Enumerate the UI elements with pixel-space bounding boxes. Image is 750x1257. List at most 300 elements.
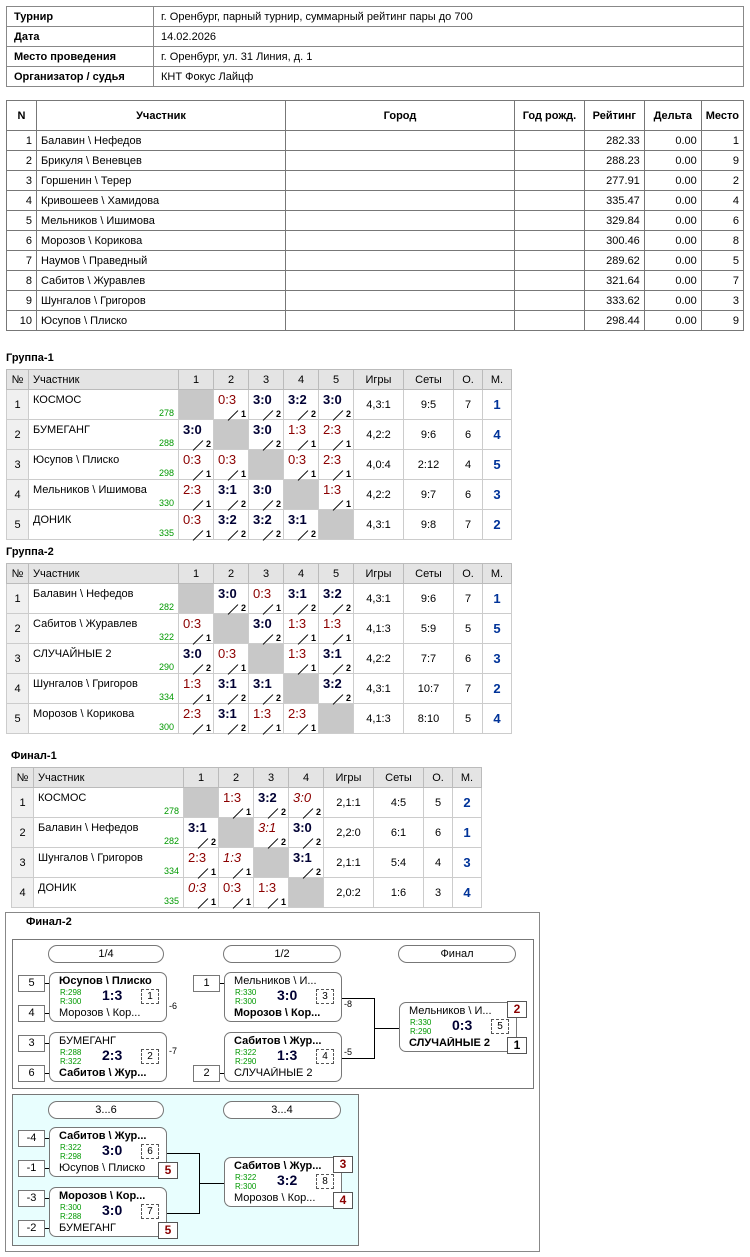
participant-year bbox=[515, 131, 585, 151]
seed: -2 bbox=[18, 1220, 45, 1237]
group-row-sets: 7:7 bbox=[404, 644, 454, 674]
group-header-col: 3 bbox=[249, 370, 284, 390]
team-rating: 278 bbox=[163, 806, 179, 816]
score-slash bbox=[268, 898, 279, 909]
group-row-number: 3 bbox=[12, 848, 34, 878]
group-row bbox=[7, 480, 512, 510]
diagonal-cell bbox=[254, 848, 289, 878]
group-row-name bbox=[29, 420, 179, 450]
score-cell bbox=[214, 644, 249, 674]
participant-rating: 289.62 bbox=[584, 251, 644, 271]
match-player-1: Сабитов \ Жур... bbox=[59, 1130, 147, 1142]
participant-name: Брикуля \ Веневцев bbox=[36, 151, 285, 171]
match-score: 3:0 bbox=[277, 987, 298, 1003]
score-wrap bbox=[319, 614, 353, 643]
group-header-col: 2 bbox=[214, 564, 249, 584]
score-slash bbox=[298, 724, 309, 735]
score-points: 2 bbox=[280, 837, 286, 847]
score-wrap bbox=[214, 510, 248, 539]
score-wrap bbox=[214, 704, 248, 733]
match-rating-2: R:300 bbox=[235, 1182, 257, 1191]
participant-place: 9 bbox=[701, 151, 743, 171]
match-box bbox=[49, 1187, 167, 1237]
group-row-place: 4 bbox=[483, 420, 512, 450]
score-text: 3:1 bbox=[288, 512, 307, 527]
match-number: 6 bbox=[141, 1144, 159, 1159]
score-wrap bbox=[179, 450, 213, 479]
score-text: 3:0 bbox=[183, 646, 202, 661]
score-cell bbox=[289, 848, 324, 878]
score-points: 1 bbox=[245, 897, 251, 907]
participant-delta: 0.00 bbox=[644, 131, 701, 151]
score-text: 0:3 bbox=[188, 880, 207, 895]
score-slash bbox=[298, 530, 309, 541]
score-text: 1:3 bbox=[258, 880, 277, 895]
info-row bbox=[7, 27, 744, 47]
group-header-col: 1 bbox=[184, 768, 219, 788]
score-points: 1 bbox=[240, 663, 246, 673]
match-rating-1: R:330 bbox=[235, 988, 257, 997]
participant-rating: 288.23 bbox=[584, 151, 644, 171]
score-wrap bbox=[254, 878, 288, 907]
participant-place: 9 bbox=[701, 311, 743, 331]
group-row-name bbox=[29, 480, 179, 510]
score-slash bbox=[233, 898, 244, 909]
team-name: Шунгалов \ Григоров bbox=[38, 852, 143, 864]
score-cell bbox=[214, 674, 249, 704]
participant-place: 3 bbox=[701, 291, 743, 311]
group-row-name bbox=[34, 848, 184, 878]
place-badge: 3 bbox=[333, 1156, 353, 1173]
stage-semifinal-label: 1/2 bbox=[223, 945, 341, 963]
seed: -3 bbox=[18, 1190, 45, 1207]
score-text: 1:3 bbox=[323, 616, 342, 631]
score-points: 1 bbox=[210, 867, 216, 877]
participant-delta: 0.00 bbox=[644, 311, 701, 331]
team-name: Сабитов \ Журавлев bbox=[33, 618, 138, 630]
participant-delta: 0.00 bbox=[644, 271, 701, 291]
participants-table bbox=[6, 100, 744, 331]
participant-rating: 282.33 bbox=[584, 131, 644, 151]
score-points: 2 bbox=[240, 693, 246, 703]
score-text: 3:1 bbox=[293, 850, 312, 865]
participant-year bbox=[515, 231, 585, 251]
score-cell bbox=[179, 614, 214, 644]
participants-header: Участник bbox=[36, 101, 285, 131]
place-badge: 5 bbox=[158, 1162, 178, 1179]
participants-header: Город bbox=[286, 101, 515, 131]
score-wrap bbox=[289, 788, 323, 817]
score-points: 1 bbox=[345, 439, 351, 449]
group-row bbox=[12, 878, 482, 908]
group-row-points: 7 bbox=[454, 584, 483, 614]
match-rating-2: R:290 bbox=[410, 1027, 432, 1036]
seed: 1 bbox=[193, 975, 220, 992]
group-header-sets: Сеты bbox=[374, 768, 424, 788]
score-wrap bbox=[319, 390, 353, 419]
match-rating-2: R:300 bbox=[235, 997, 257, 1006]
score-wrap bbox=[319, 674, 353, 703]
score-text: 3:0 bbox=[293, 820, 312, 835]
score-points: 1 bbox=[310, 633, 316, 643]
group-row-number: 3 bbox=[7, 450, 29, 480]
score-text: 1:3 bbox=[288, 422, 307, 437]
score-text: 0:3 bbox=[218, 392, 237, 407]
score-cell bbox=[284, 644, 319, 674]
score-points: 2 bbox=[345, 663, 351, 673]
score-points: 1 bbox=[275, 603, 281, 613]
score-wrap bbox=[179, 510, 213, 539]
info-row bbox=[7, 7, 744, 27]
participant-rating: 298.44 bbox=[584, 311, 644, 331]
diagonal-cell bbox=[214, 614, 249, 644]
info-value: г. Оренбург, ул. 31 Линия, д. 1 bbox=[154, 47, 744, 67]
participants-header: N bbox=[7, 101, 37, 131]
participants-header: Год рожд. bbox=[515, 101, 585, 131]
score-text: 2:3 bbox=[323, 422, 342, 437]
participant-row bbox=[7, 231, 744, 251]
score-cell bbox=[214, 480, 249, 510]
group-row-name bbox=[29, 390, 179, 420]
score-text: 3:2 bbox=[323, 586, 342, 601]
group-title: Финал-1 bbox=[11, 750, 57, 762]
info-label: Организатор / судья bbox=[7, 67, 154, 87]
group-row-name bbox=[29, 644, 179, 674]
participant-name: Наумов \ Праведный bbox=[36, 251, 285, 271]
group-header-col: 5 bbox=[319, 370, 354, 390]
participant-delta: 0.00 bbox=[644, 291, 701, 311]
score-wrap bbox=[289, 818, 323, 847]
participant-rating: 277.91 bbox=[584, 171, 644, 191]
score-cell bbox=[219, 788, 254, 818]
score-wrap bbox=[249, 510, 283, 539]
score-cell bbox=[289, 818, 324, 848]
score-cell bbox=[214, 390, 249, 420]
score-cell bbox=[284, 584, 319, 614]
match-score: 2:3 bbox=[102, 1047, 123, 1063]
team-name: ДОНИК bbox=[33, 514, 72, 526]
participant-delta: 0.00 bbox=[644, 191, 701, 211]
diagonal-cell bbox=[284, 480, 319, 510]
participant-year bbox=[515, 251, 585, 271]
match-box bbox=[49, 1032, 167, 1082]
group-row-number: 4 bbox=[7, 674, 29, 704]
match-score: 3:2 bbox=[277, 1172, 298, 1188]
team-rating: 334 bbox=[158, 692, 174, 702]
match-box bbox=[49, 1127, 167, 1177]
score-slash bbox=[198, 898, 209, 909]
score-text: 3:2 bbox=[258, 790, 277, 805]
score-cell bbox=[219, 878, 254, 908]
score-points: 1 bbox=[205, 529, 211, 539]
diagonal-cell bbox=[184, 788, 219, 818]
score-text: 1:3 bbox=[288, 646, 307, 661]
participant-n: 5 bbox=[7, 211, 37, 231]
team-rating: 282 bbox=[163, 836, 179, 846]
score-wrap bbox=[249, 390, 283, 419]
score-text: 1:3 bbox=[288, 616, 307, 631]
score-points: 2 bbox=[275, 693, 281, 703]
score-text: 3:0 bbox=[253, 616, 272, 631]
group-row-games: 4,0:4 bbox=[354, 450, 404, 480]
participant-delta: 0.00 bbox=[644, 151, 701, 171]
participant-n: 7 bbox=[7, 251, 37, 271]
group-header-place: М. bbox=[453, 768, 482, 788]
score-cell bbox=[284, 614, 319, 644]
score-wrap bbox=[214, 584, 248, 613]
team-rating: 335 bbox=[158, 528, 174, 538]
match-rating-1: R:322 bbox=[235, 1048, 257, 1057]
score-cell bbox=[184, 848, 219, 878]
group-row-sets: 6:1 bbox=[374, 818, 424, 848]
group-row bbox=[7, 644, 512, 674]
seed: 2 bbox=[193, 1065, 220, 1082]
score-points: 1 bbox=[345, 499, 351, 509]
participant-row bbox=[7, 211, 744, 231]
group-row bbox=[7, 510, 512, 540]
score-text: 3:1 bbox=[218, 706, 237, 721]
match-box bbox=[49, 972, 167, 1022]
group-row-sets: 8:10 bbox=[404, 704, 454, 734]
score-wrap bbox=[214, 674, 248, 703]
score-wrap bbox=[284, 644, 318, 673]
participant-row bbox=[7, 151, 744, 171]
score-points: 2 bbox=[275, 499, 281, 509]
group-row-number: 4 bbox=[12, 878, 34, 908]
participant-delta: 0.00 bbox=[644, 171, 701, 191]
match-box bbox=[224, 1032, 342, 1082]
score-wrap bbox=[179, 480, 213, 509]
participants-header: Дельта bbox=[644, 101, 701, 131]
group-row bbox=[12, 848, 482, 878]
match-rating-1: R:322 bbox=[235, 1173, 257, 1182]
match-player-2: Юсупов \ Плиско bbox=[59, 1162, 146, 1174]
score-points: 2 bbox=[310, 409, 316, 419]
group-row bbox=[7, 584, 512, 614]
score-cell bbox=[284, 420, 319, 450]
score-points: 2 bbox=[280, 807, 286, 817]
participant-city bbox=[286, 171, 515, 191]
score-cell bbox=[319, 674, 354, 704]
score-text: 3:0 bbox=[218, 586, 237, 601]
score-wrap bbox=[219, 878, 253, 907]
team-rating: 282 bbox=[158, 602, 174, 612]
group-row-number: 1 bbox=[7, 390, 29, 420]
match-player-1: Мельников \ И... bbox=[409, 1005, 492, 1017]
participant-n: 8 bbox=[7, 271, 37, 291]
match-rating-1: R:298 bbox=[60, 988, 82, 997]
score-text: 0:3 bbox=[183, 512, 202, 527]
group-header-col: 2 bbox=[214, 370, 249, 390]
score-cell bbox=[284, 510, 319, 540]
score-points: 1 bbox=[205, 499, 211, 509]
team-rating: 278 bbox=[158, 408, 174, 418]
team-name: КОСМОС bbox=[33, 394, 82, 406]
participant-row bbox=[7, 291, 744, 311]
score-points: 1 bbox=[310, 469, 316, 479]
group-row-games: 4,3:1 bbox=[354, 674, 404, 704]
participant-name: Горшенин \ Терер bbox=[36, 171, 285, 191]
group-row bbox=[7, 420, 512, 450]
participant-name: Юсупов \ Плиско bbox=[36, 311, 285, 331]
participant-year bbox=[515, 151, 585, 171]
score-cell bbox=[179, 420, 214, 450]
group-row-name bbox=[29, 584, 179, 614]
group-row-points: 7 bbox=[454, 674, 483, 704]
diagonal-cell bbox=[249, 450, 284, 480]
score-wrap bbox=[319, 450, 353, 479]
group-row-name bbox=[34, 878, 184, 908]
group-row bbox=[7, 704, 512, 734]
group-row-name bbox=[29, 674, 179, 704]
match-player-2: СЛУЧАЙНЫЕ 2 bbox=[234, 1067, 313, 1079]
group-header-col: 4 bbox=[289, 768, 324, 788]
participant-row bbox=[7, 271, 744, 291]
participant-place: 5 bbox=[701, 251, 743, 271]
score-slash bbox=[228, 530, 239, 541]
score-points: 2 bbox=[310, 529, 316, 539]
participant-rating: 335.47 bbox=[584, 191, 644, 211]
score-wrap bbox=[219, 848, 253, 877]
seed: 3 bbox=[18, 1035, 45, 1052]
participant-year bbox=[515, 271, 585, 291]
score-cell bbox=[214, 510, 249, 540]
score-points: 1 bbox=[275, 723, 281, 733]
group-row-number: 3 bbox=[7, 644, 29, 674]
score-text: 3:1 bbox=[288, 586, 307, 601]
score-text: 2:3 bbox=[323, 452, 342, 467]
info-value: КНТ Фокус Лайцф bbox=[154, 67, 744, 87]
team-name: БУМЕГАНГ bbox=[33, 424, 90, 436]
group-row-sets: 5:9 bbox=[404, 614, 454, 644]
participant-rating: 321.64 bbox=[584, 271, 644, 291]
participant-name: Морозов \ Корикова bbox=[36, 231, 285, 251]
score-wrap bbox=[284, 450, 318, 479]
participant-place: 1 bbox=[701, 131, 743, 151]
group-row-games: 4,2:2 bbox=[354, 420, 404, 450]
match-score: 3:0 bbox=[102, 1142, 123, 1158]
group-title: Группа-1 bbox=[6, 352, 54, 364]
group-row-games: 4,3:1 bbox=[354, 584, 404, 614]
group-row-points: 7 bbox=[454, 510, 483, 540]
score-wrap bbox=[179, 674, 213, 703]
group-header-col: 4 bbox=[284, 564, 319, 584]
group-row-sets: 9:5 bbox=[404, 390, 454, 420]
group-row-name bbox=[34, 818, 184, 848]
score-text: 3:0 bbox=[323, 392, 342, 407]
info-label: Турнир bbox=[7, 7, 154, 27]
group-header-name: Участник bbox=[29, 370, 179, 390]
group-row-name bbox=[29, 510, 179, 540]
group-header-sets: Сеты bbox=[404, 370, 454, 390]
group-row bbox=[7, 450, 512, 480]
team-rating: 335 bbox=[163, 896, 179, 906]
stage-3-4-label: 3...4 bbox=[223, 1101, 341, 1119]
score-wrap bbox=[184, 818, 218, 847]
match-number: 7 bbox=[141, 1204, 159, 1219]
group-row-place: 2 bbox=[483, 510, 512, 540]
score-points: 1 bbox=[240, 409, 246, 419]
score-points: 2 bbox=[205, 663, 211, 673]
participant-place: 8 bbox=[701, 231, 743, 251]
score-text: 3:1 bbox=[218, 676, 237, 691]
match-rating-1: R:322 bbox=[60, 1143, 82, 1152]
info-label: Дата bbox=[7, 27, 154, 47]
group-row-points: 3 bbox=[424, 878, 453, 908]
score-wrap bbox=[219, 788, 253, 817]
group-row-games: 4,1:3 bbox=[354, 614, 404, 644]
score-wrap bbox=[179, 704, 213, 733]
score-wrap bbox=[284, 584, 318, 613]
score-text: 3:2 bbox=[218, 512, 237, 527]
score-cell bbox=[254, 878, 289, 908]
score-points: 1 bbox=[310, 723, 316, 733]
team-name: Мельников \ Ишимова bbox=[33, 484, 147, 496]
group-row-points: 5 bbox=[454, 614, 483, 644]
match-number: 1 bbox=[141, 989, 159, 1004]
participant-name: Кривошеев \ Хамидова bbox=[36, 191, 285, 211]
group-header-points: О. bbox=[454, 370, 483, 390]
participant-delta: 0.00 bbox=[644, 251, 701, 271]
score-wrap bbox=[249, 614, 283, 643]
participants-header: Место bbox=[701, 101, 743, 131]
score-text: 0:3 bbox=[223, 880, 242, 895]
score-wrap bbox=[214, 450, 248, 479]
stage-3-6-label: 3...6 bbox=[48, 1101, 164, 1119]
group-header-col: 2 bbox=[219, 768, 254, 788]
group-table bbox=[6, 369, 512, 540]
match-player-2: Морозов \ Кор... bbox=[234, 1007, 321, 1019]
score-points: 2 bbox=[240, 603, 246, 613]
match-player-1: Сабитов \ Жур... bbox=[234, 1160, 322, 1172]
score-text: 0:3 bbox=[218, 452, 237, 467]
group-header-games: Игры bbox=[354, 370, 404, 390]
score-wrap bbox=[184, 848, 218, 877]
score-text: 3:2 bbox=[323, 676, 342, 691]
score-points: 2 bbox=[275, 529, 281, 539]
score-cell bbox=[319, 584, 354, 614]
diagonal-cell bbox=[179, 390, 214, 420]
group-row-place: 2 bbox=[483, 674, 512, 704]
match-player-2: Морозов \ Кор... bbox=[234, 1192, 316, 1204]
participant-year bbox=[515, 191, 585, 211]
score-text: 1:3 bbox=[183, 676, 202, 691]
match-player-2: БУМЕГАНГ bbox=[59, 1222, 116, 1234]
score-cell bbox=[249, 584, 284, 614]
match-rating-2: R:298 bbox=[60, 1152, 82, 1161]
score-text: 0:3 bbox=[183, 616, 202, 631]
match-player-2: Морозов \ Кор... bbox=[59, 1007, 141, 1019]
team-name: КОСМОС bbox=[38, 792, 87, 804]
group-header-name: Участник bbox=[29, 564, 179, 584]
match-rating-2: R:288 bbox=[60, 1212, 82, 1221]
group-table bbox=[11, 767, 482, 908]
team-name: Юсупов \ Плиско bbox=[33, 454, 120, 466]
participant-year bbox=[515, 291, 585, 311]
final-2-title: Финал-2 bbox=[26, 916, 72, 928]
match-rating-1: R:288 bbox=[60, 1048, 82, 1057]
score-points: 1 bbox=[310, 663, 316, 673]
score-points: 2 bbox=[315, 837, 321, 847]
score-cell bbox=[214, 704, 249, 734]
info-value: г. Оренбург, парный турнир, суммарный рейтинг пары до 700 bbox=[154, 7, 744, 27]
score-wrap bbox=[319, 584, 353, 613]
group-row-place: 3 bbox=[483, 644, 512, 674]
score-text: 1:3 bbox=[223, 850, 242, 865]
score-wrap bbox=[284, 704, 318, 733]
score-points: 2 bbox=[240, 723, 246, 733]
score-text: 3:0 bbox=[293, 790, 312, 805]
